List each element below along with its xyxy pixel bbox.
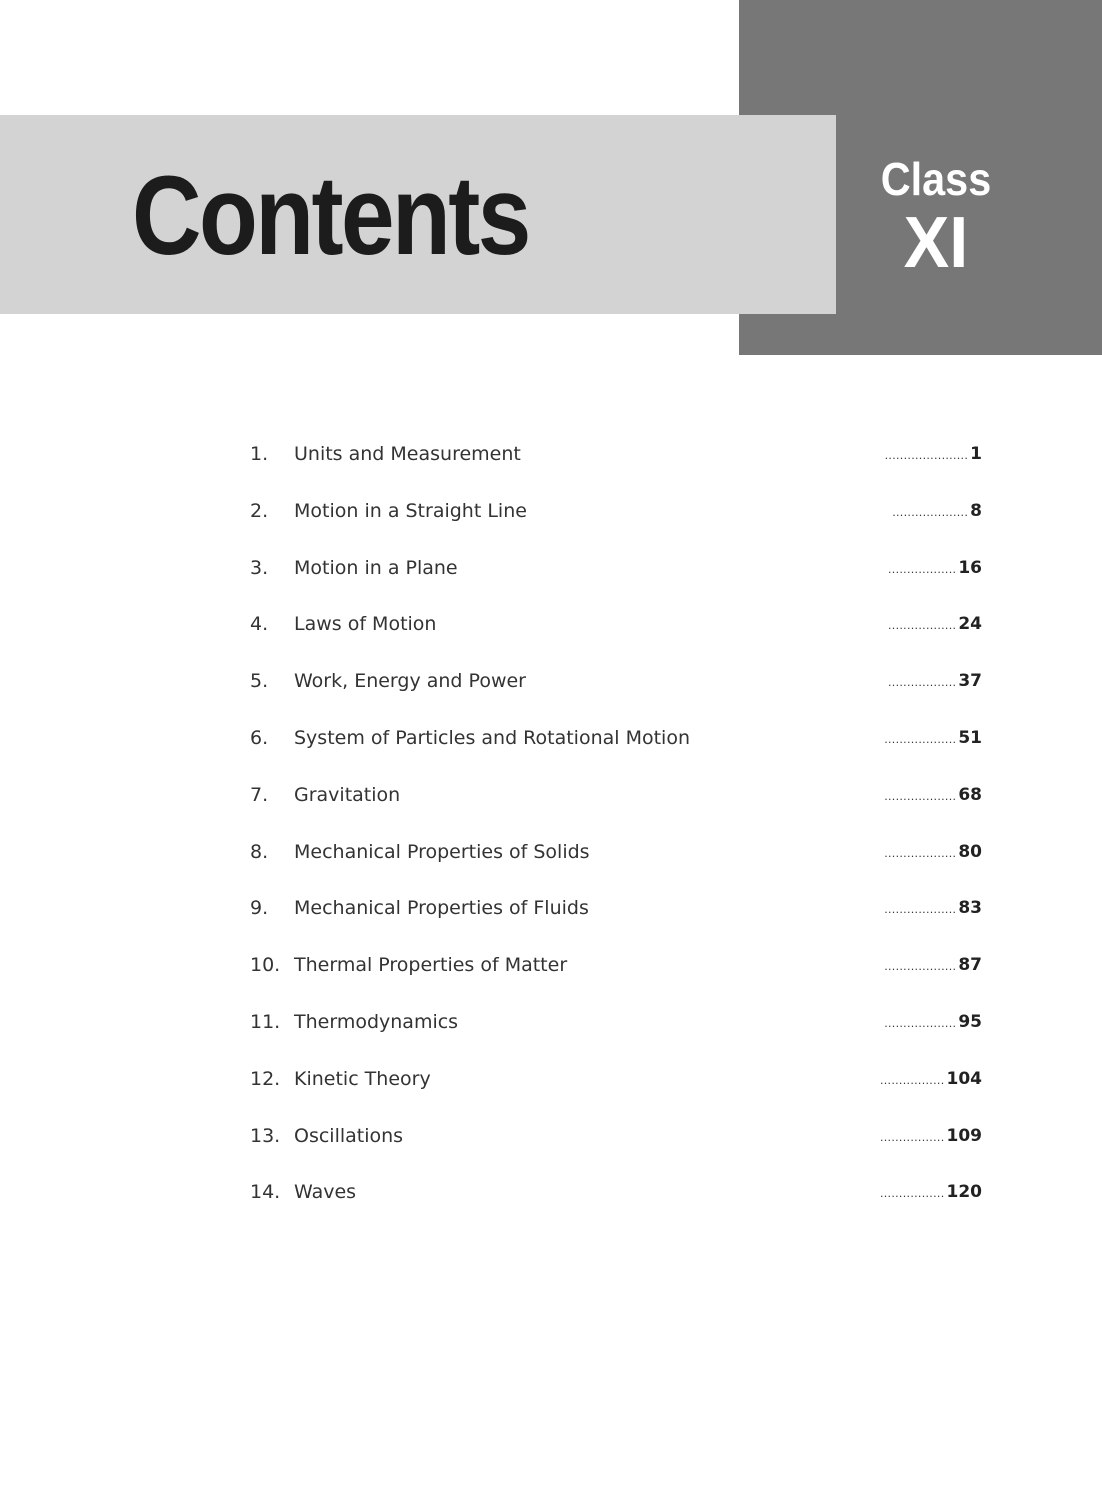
table-of-contents (250, 426, 984, 1221)
chapter-number: 14. (250, 1181, 281, 1204)
class-word: Class (880, 153, 992, 205)
page-reference (884, 994, 982, 1053)
page-number: 83 (958, 898, 982, 919)
chapter-title: Thermodynamics (294, 1010, 459, 1033)
chapter-number: 6. (250, 726, 269, 749)
chapter-title: Kinetic Theory (294, 1067, 431, 1090)
dot-leader: ...................... (884, 449, 969, 462)
chapter-title: Work, Energy and Power (294, 670, 526, 693)
page-number: 51 (958, 727, 982, 748)
chapter-number: 2. (250, 499, 269, 522)
toc-entry[interactable] (250, 483, 984, 540)
page-number: 80 (958, 841, 982, 862)
toc-entry[interactable] (250, 1051, 984, 1108)
page-reference (885, 426, 982, 485)
page-number: 68 (958, 784, 982, 805)
dot-leader: .................... (892, 505, 969, 519)
page-number: 16 (958, 557, 982, 578)
chapter-title: Waves (294, 1181, 357, 1204)
toc-entry[interactable] (250, 880, 984, 937)
toc-entry[interactable] (250, 540, 984, 597)
toc-entry[interactable] (250, 426, 984, 483)
page-reference (888, 540, 982, 599)
chapter-title: Oscillations (294, 1124, 404, 1147)
chapter-number: 8. (250, 840, 269, 863)
page-number: 95 (958, 1011, 982, 1032)
dot-leader: ................... (884, 1016, 957, 1030)
chapter-number: 3. (250, 556, 269, 579)
toc-entry[interactable] (250, 596, 984, 653)
page-reference (884, 937, 982, 996)
dot-leader: ................... (884, 846, 957, 860)
dot-leader: ................... (884, 903, 957, 917)
page-number: 104 (946, 1068, 982, 1089)
dot-leader: ................... (884, 789, 957, 803)
page-reference (888, 596, 982, 655)
dot-leader: .................. (887, 676, 957, 690)
toc-entry[interactable] (250, 767, 984, 824)
page-reference (880, 1108, 982, 1167)
chapter-number: 9. (250, 897, 269, 920)
page-title: Contents (132, 153, 529, 278)
page-reference (880, 1051, 982, 1110)
page-number: 37 (958, 671, 982, 692)
page-reference (884, 824, 982, 883)
page-number: 1 (970, 444, 982, 464)
page-number: 24 (958, 614, 982, 635)
dot-leader: ................. (879, 1187, 945, 1201)
page-reference (884, 767, 982, 826)
chapter-number: 10. (250, 954, 281, 977)
chapter-number: 13. (250, 1124, 281, 1147)
chapter-number: 1. (250, 443, 269, 465)
chapter-title: Mechanical Properties of Fluids (294, 897, 589, 920)
toc-entry[interactable] (250, 824, 984, 881)
page-number: 109 (946, 1125, 982, 1146)
page-reference (888, 653, 982, 712)
class-numeral: XI (903, 203, 969, 283)
chapter-number: 7. (250, 783, 269, 806)
dot-leader: .................. (887, 562, 957, 576)
chapter-number: 11. (250, 1010, 281, 1033)
toc-entry[interactable] (250, 653, 984, 710)
page-number: 8 (970, 500, 982, 521)
chapter-title: Thermal Properties of Matter (294, 954, 568, 977)
dot-leader: ................. (879, 1073, 945, 1087)
chapter-title: Units and Measurement (294, 443, 521, 465)
toc-entry[interactable] (250, 1164, 984, 1221)
page-reference (884, 880, 982, 939)
dot-leader: ................. (879, 1130, 945, 1144)
page-number: 87 (958, 955, 982, 976)
page-reference (880, 1164, 982, 1223)
page-reference (884, 710, 982, 769)
chapter-title: Laws of Motion (294, 613, 437, 636)
dot-leader: ................... (884, 732, 957, 746)
chapter-title: Gravitation (294, 783, 401, 806)
toc-entry[interactable] (250, 994, 984, 1051)
chapter-title: Motion in a Straight Line (294, 499, 527, 522)
dot-leader: .................. (887, 619, 957, 633)
dot-leader: ................... (884, 960, 957, 974)
chapter-number: 5. (250, 670, 269, 693)
chapter-title: System of Particles and Rotational Motion (294, 726, 691, 749)
chapter-title: Motion in a Plane (294, 556, 458, 579)
class-label (836, 115, 1036, 314)
chapter-number: 12. (250, 1067, 281, 1090)
chapter-title: Mechanical Properties of Solids (294, 840, 590, 863)
chapter-number: 4. (250, 613, 269, 636)
page-reference (892, 483, 982, 542)
toc-entry[interactable] (250, 1108, 984, 1165)
page-number: 120 (946, 1182, 982, 1203)
toc-entry[interactable] (250, 937, 984, 994)
toc-entry[interactable] (250, 710, 984, 767)
